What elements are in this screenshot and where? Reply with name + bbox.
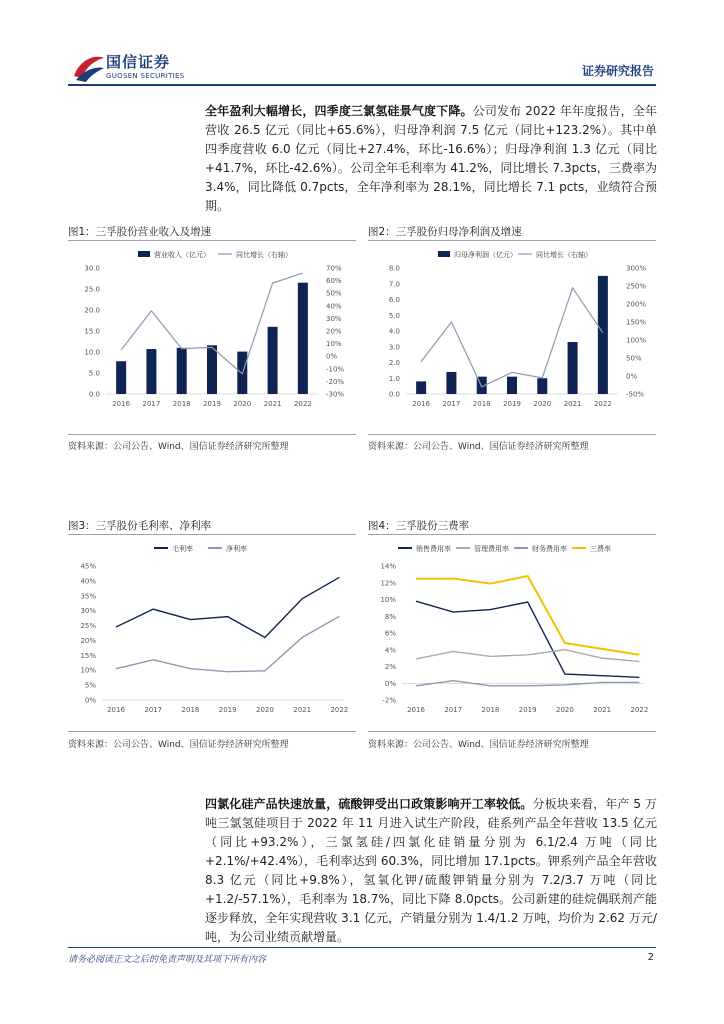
fig2-right-tick: 100% bbox=[626, 336, 647, 345]
fig1-left-tick: 15.0 bbox=[84, 327, 100, 336]
fig4-y-tick: -2% bbox=[382, 696, 396, 705]
intro-lead: 全年盈利大幅增长，四季度三氯氢硅景气度下降。 bbox=[205, 104, 473, 118]
guosen-logo-icon bbox=[72, 50, 106, 84]
fig1-left-tick: 0.0 bbox=[88, 390, 100, 399]
fig1-legend-bar-swatch bbox=[138, 251, 150, 257]
fig4-chart bbox=[368, 536, 656, 730]
fig1-bar bbox=[268, 327, 278, 394]
fig4-source: 资料来源：公司公告、Wind、国信证券经济研究所整理 bbox=[368, 740, 589, 750]
fig4-legend-label: 管理费用率 bbox=[474, 545, 509, 553]
fig4-y-tick: 10% bbox=[380, 596, 396, 604]
fig1-right-tick: 20% bbox=[326, 327, 342, 336]
logo-text-en: GUOSEN SECURITIES bbox=[106, 72, 185, 80]
fig3-x-tick: 2018 bbox=[181, 706, 200, 714]
intro-body: 公司发布 2022 年年度报告，全年营收 26.5 亿元（同比+65.6%），归母净利润 7.5 亿元（同比+123.2%）。其中单四季度营收 6.0 亿元（同比+27.4%，环比-16.6%）；归母净利润 1.3 亿元（同比+41.7%，环比-42.6%）。公司全年毛利率为 41.2%，同比增长 7.3pcts，三费率为 3.4%，同比降低 0.7pcts，全年净利率为 28.1%，同比增长 7.1 pcts，业绩符合预期。 bbox=[205, 104, 657, 213]
intro-paragraph bbox=[205, 102, 657, 216]
fig2-left-tick: 4.0 bbox=[388, 327, 400, 336]
fig1-title: 图1：三孚股份营业收入及增速 bbox=[68, 226, 212, 238]
fig2-left-tick: 1.0 bbox=[388, 374, 400, 383]
fig2-x-tick: 2016 bbox=[412, 400, 431, 408]
fig3-legend-label: 毛利率 bbox=[172, 545, 193, 553]
fig4-x-tick: 2016 bbox=[407, 706, 425, 714]
fig3-y-tick: 25% bbox=[80, 622, 96, 631]
fig4-series-line bbox=[416, 576, 639, 655]
fig4-series-line bbox=[416, 650, 639, 662]
fig1-x-tick: 2022 bbox=[293, 400, 312, 408]
fig1-left-tick: 25.0 bbox=[84, 285, 100, 294]
fig1-right-tick: 10% bbox=[326, 340, 342, 349]
fig2-legend-bar-swatch bbox=[438, 251, 450, 257]
fig2-right-tick: 50% bbox=[626, 354, 642, 363]
fig4-y-tick: 4% bbox=[384, 646, 396, 655]
fig2-title: 图2：三孚股份归母净利润及增速 bbox=[368, 226, 522, 238]
fig2-bar bbox=[568, 342, 578, 394]
fig1-top-rule bbox=[68, 240, 356, 241]
fig3-y-tick: 5% bbox=[84, 681, 96, 690]
fig2-right-tick: 0% bbox=[626, 372, 638, 381]
fig2-right-tick: -50% bbox=[626, 390, 645, 399]
report-type-label: 证券研究报告 bbox=[581, 64, 654, 78]
fig1-x-tick: 2020 bbox=[233, 400, 252, 408]
fig2-x-tick: 2021 bbox=[563, 400, 582, 408]
fig4-series-line bbox=[416, 601, 639, 677]
segment-lead: 四氯化硅产品快速放量，硫酸钾受出口政策影响开工率较低。 bbox=[205, 797, 533, 811]
fig3-y-tick: 20% bbox=[80, 636, 96, 645]
fig4-y-tick: 8% bbox=[384, 612, 396, 621]
fig1-bar bbox=[177, 348, 187, 394]
fig3-x-tick: 2017 bbox=[144, 706, 163, 714]
fig1-chart bbox=[68, 242, 356, 434]
fig1-x-tick: 2021 bbox=[263, 400, 282, 408]
fig1-right-tick: 70% bbox=[326, 264, 342, 273]
fig2-x-tick: 2022 bbox=[593, 400, 612, 408]
fig2-bar bbox=[598, 276, 608, 394]
fig2-legend-bar-label: 归母净利润（亿元） bbox=[454, 251, 517, 259]
fig3-title: 图3：三孚股份毛利率、净利率 bbox=[68, 520, 212, 532]
fig2-bottom-rule bbox=[368, 434, 656, 435]
fig4-x-tick: 2018 bbox=[481, 706, 500, 714]
fig3-x-tick: 2019 bbox=[218, 706, 237, 714]
fig3-x-tick: 2016 bbox=[107, 706, 125, 714]
fig1-left-tick: 5.0 bbox=[88, 369, 100, 378]
fig3-series-line bbox=[116, 577, 339, 637]
fig1-right-tick: 40% bbox=[326, 302, 342, 311]
fig4-x-tick: 2020 bbox=[556, 706, 574, 714]
fig1-right-tick: -10% bbox=[326, 365, 345, 374]
fig2-left-tick: 0.0 bbox=[388, 390, 400, 399]
fig2-right-tick: 150% bbox=[626, 318, 647, 327]
fig4-y-tick: 0% bbox=[384, 679, 396, 688]
fig4-legend-label: 财务费用率 bbox=[532, 545, 567, 553]
fig1-bar bbox=[207, 345, 217, 394]
fig1-x-tick: 2019 bbox=[203, 400, 221, 408]
fig1-right-tick: 50% bbox=[326, 289, 342, 298]
header-divider bbox=[68, 84, 656, 86]
fig1-bar bbox=[146, 349, 156, 394]
fig3-legend-label: 净利率 bbox=[226, 545, 247, 553]
fig2-right-tick: 250% bbox=[626, 282, 647, 291]
fig4-y-tick: 6% bbox=[384, 629, 396, 638]
fig4-y-tick: 14% bbox=[380, 562, 396, 571]
segment-body: 分板块来看，年产 5 万吨三氯氢硅项目于 2022 年 11 月进入试生产阶段，硅系列产品全年营收 13.5 亿元（同比+93.2%），三氯氢硅/四氯化硅销量分别为 6.1/2.4 万吨（同比+2.1%/+42.4%），毛利率达到 60.3%，同比增加 17.1pcts。钾系列产品全年营收 8.3 亿元（同比+9.8%），氢氧化钾/硫酸钾销量分别为 7.2/3.7 万吨（同比+1.2/-57.1%），毛利率为 18.7%，同比下降 8.0pcts。公司新建的硅烷偶联剂产能逐步释放，全年实现营收 3.1 亿元，产销量分别为 1.4/1.2 万吨，均价为 2.62 万元/吨，为公司业绩贡献增量。 bbox=[205, 797, 657, 944]
fig3-x-tick: 2022 bbox=[330, 706, 349, 714]
fig3-y-tick: 0% bbox=[84, 696, 96, 705]
fig2-x-tick: 2020 bbox=[533, 400, 552, 408]
fig1-right-tick: 60% bbox=[326, 277, 342, 286]
fig2-legend-line-label: 同比增长（右轴） bbox=[536, 251, 592, 259]
fig3-y-tick: 45% bbox=[80, 562, 96, 571]
page-number: 2 bbox=[647, 952, 654, 963]
fig4-x-tick: 2022 bbox=[630, 706, 649, 714]
company-logo bbox=[72, 48, 222, 88]
fig1-bar bbox=[116, 361, 126, 394]
logo-text-cn: 国信证券 bbox=[106, 53, 171, 71]
fig1-left-tick: 30.0 bbox=[84, 264, 100, 273]
fig2-left-tick: 2.0 bbox=[388, 359, 400, 367]
fig3-bottom-rule bbox=[68, 731, 356, 732]
fig1-x-tick: 2016 bbox=[112, 400, 131, 408]
footer-divider bbox=[68, 947, 656, 948]
fig1-source: 资料来源：公司公告、Wind、国信证券经济研究所整理 bbox=[68, 442, 289, 452]
fig1-right-tick: 0% bbox=[326, 352, 338, 361]
fig2-bar bbox=[507, 377, 517, 394]
fig3-y-tick: 10% bbox=[80, 666, 96, 675]
fig3-source: 资料来源：公司公告、Wind、国信证券经济研究所整理 bbox=[68, 740, 289, 750]
fig4-x-tick: 2019 bbox=[518, 706, 537, 714]
fig2-left-tick: 3.0 bbox=[388, 343, 400, 352]
fig3-y-tick: 35% bbox=[80, 592, 96, 601]
fig1-right-tick: -30% bbox=[326, 390, 345, 399]
fig3-y-tick: 15% bbox=[80, 651, 96, 660]
fig2-left-tick: 7.0 bbox=[388, 280, 400, 289]
fig1-left-tick: 10.0 bbox=[84, 348, 100, 357]
fig4-title: 图4：三孚股份三费率 bbox=[368, 520, 470, 532]
fig4-legend-label: 三费率 bbox=[590, 545, 611, 553]
fig3-y-tick: 30% bbox=[80, 607, 96, 616]
fig2-x-tick: 2017 bbox=[442, 400, 461, 408]
fig3-series-line bbox=[116, 616, 339, 671]
fig4-legend-label: 销售费用率 bbox=[416, 545, 451, 553]
fig2-left-tick: 6.0 bbox=[388, 296, 400, 304]
fig2-bar bbox=[416, 381, 426, 394]
fig1-left-tick: 20.0 bbox=[84, 306, 100, 315]
fig2-x-tick: 2018 bbox=[472, 400, 491, 408]
fig2-x-tick: 2019 bbox=[503, 400, 521, 408]
fig1-bar bbox=[298, 283, 308, 394]
fig4-x-tick: 2017 bbox=[444, 706, 463, 714]
fig2-top-rule bbox=[368, 240, 656, 241]
fig2-bar bbox=[537, 378, 547, 394]
fig1-right-tick: 30% bbox=[326, 314, 342, 323]
fig2-bar bbox=[446, 372, 456, 394]
fig2-left-tick: 5.0 bbox=[388, 311, 400, 320]
fig1-right-tick: -20% bbox=[326, 377, 345, 386]
fig4-bottom-rule bbox=[368, 731, 656, 732]
fig1-x-tick: 2018 bbox=[172, 400, 191, 408]
fig2-left-tick: 8.0 bbox=[388, 264, 400, 273]
fig2-source: 资料来源：公司公告、Wind、国信证券经济研究所整理 bbox=[368, 442, 589, 452]
segment-paragraph bbox=[205, 795, 657, 947]
footer-disclaimer: 请务必阅读正文之后的免责声明及其项下所有内容 bbox=[68, 955, 267, 965]
fig2-right-tick: 200% bbox=[626, 300, 647, 309]
fig3-top-rule bbox=[68, 534, 356, 535]
fig2-chart bbox=[368, 242, 656, 434]
fig4-y-tick: 12% bbox=[380, 579, 396, 588]
fig1-legend-line-label: 同比增长（右轴） bbox=[236, 251, 292, 259]
fig4-y-tick: 2% bbox=[384, 663, 396, 671]
fig3-chart bbox=[68, 536, 356, 730]
fig3-x-tick: 2021 bbox=[293, 706, 312, 714]
fig1-x-tick: 2017 bbox=[142, 400, 161, 408]
fig3-x-tick: 2020 bbox=[256, 706, 274, 714]
fig4-top-rule bbox=[368, 534, 656, 535]
fig3-y-tick: 40% bbox=[80, 577, 96, 586]
fig1-legend-bar-label: 营业收入（亿元） bbox=[154, 251, 210, 259]
fig2-right-tick: 300% bbox=[626, 264, 647, 273]
fig1-bottom-rule bbox=[68, 434, 356, 435]
fig4-x-tick: 2021 bbox=[593, 706, 612, 714]
